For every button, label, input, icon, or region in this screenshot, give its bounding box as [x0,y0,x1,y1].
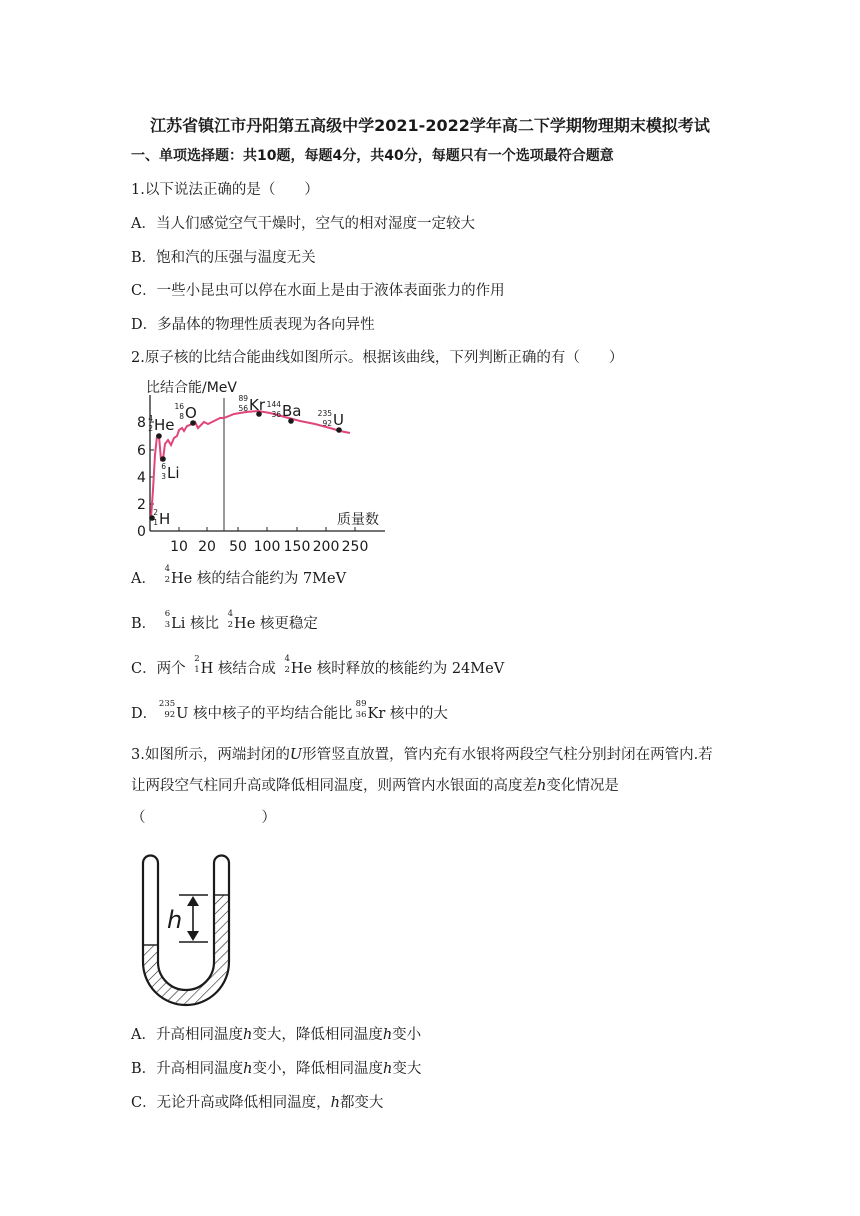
chart-y-tick-label: 8 [137,415,146,431]
q1-option-d: D．多晶体的物理性质表现为各向异性 [131,317,375,333]
q2-option-b: B． 6 3 Li 核比 4 2 He 核更稳定 [131,609,318,632]
atomic-number: 92 [322,419,332,428]
chart-label-H [153,508,170,528]
q3-option-b: B．升高相同温度h变小，降低相同温度h变大 [131,1061,422,1077]
element-symbol: U [333,411,344,429]
binding-energy-curve [151,411,350,518]
chart-label-O [174,402,196,422]
h-label: h [167,906,183,934]
h-arrow-down [187,931,199,941]
chart-label-Li [161,462,179,482]
chart-x-tick-label: 150 [283,539,311,555]
section-heading: 一、单项选择题：共10题，每题4分，共40分，每题只有一个选项最符合题意 [131,148,614,164]
mass-number: 235 [317,409,332,418]
atomic-number: 36 [271,410,281,419]
nuclide-Li: 6 3 [164,609,171,630]
mass-number: 89 [238,394,248,403]
q3-stem-line1: 3.如图所示，两端封闭的U形管竖直放置，管内充有水银将两段空气柱分别封闭在两管内.若 [131,747,713,763]
page-title: 江苏省镇江市丹阳第五高级中学2021-2022学年高二下学期物理期末模拟考试 [150,116,710,135]
nuclide-U: 235 92 [158,699,176,720]
element-symbol: Kr [249,396,266,414]
chart-x-tick-label: 10 [170,539,188,555]
element-symbol: Ba [282,402,302,420]
atomic-number: 2 [148,424,153,433]
q3-answer-blank: （ ） [131,810,276,826]
element-symbol: Li [167,464,180,482]
chart-ylabel: 比结合能/MeV [146,380,237,396]
element-symbol: H [159,510,171,528]
chart-y-tick-label: 0 [137,524,146,540]
q2-option-c: C．两个 2 1 H 核结合成 4 2 He 核时释放的核能约为 24MeV [131,654,505,677]
q3-option-a: A．升高相同温度h变大，降低相同温度h变小 [131,1027,422,1043]
q1-stem: 1.以下说法正确的是（ ） [131,182,319,198]
chart-xlabel: 质量数 [337,512,379,528]
mass-number: 16 [174,402,184,411]
mass-number: 4 [148,414,153,423]
chart-y-ticks [137,415,154,540]
nuclide-Kr: 89 36 [355,699,367,720]
q1-option-c: C．一些小昆虫可以停在水面上是由于液体表面张力的作用 [131,283,505,299]
h-arrow-up [187,896,199,906]
atomic-number: 8 [179,412,184,421]
q2-stem: 2.原子核的比结合能曲线如图所示。根据该曲线，下列判断正确的有（ ） [131,350,624,366]
chart-label-He [148,414,174,434]
chart-y-tick-label: 6 [137,443,146,459]
chart-x-tick-label: 250 [341,539,369,555]
chart-x-tick-label: 100 [253,539,281,555]
nuclide-He: 4 2 [284,654,290,675]
atomic-number: 3 [161,472,166,481]
chart-x-tick-label: 200 [312,539,340,555]
q2-option-d: D． 235 92 U 核中核子的平均结合能比 89 36 Kr 核中的大 [131,699,448,722]
binding-energy-chart [128,372,398,562]
q1-option-a: A．当人们感觉空气干燥时，空气的相对湿度一定较大 [131,216,475,232]
mass-number: 6 [161,462,166,471]
chart-label-Kr [238,394,265,414]
element-symbol: He [154,416,175,434]
nuclide-H: 2 1 [194,654,200,675]
element-symbol: O [185,404,197,422]
point-He [156,433,162,439]
q1-option-b: B．饱和汽的压强与温度无关 [131,250,316,266]
nuclide-He: 4 2 [164,564,170,585]
q2-option-a: A． 4 2 He 核的结合能约为 7MeV [131,564,347,587]
mass-number: 2 [153,508,158,517]
chart-y-tick-label: 2 [137,497,146,513]
q3-stem-line2: 让两段空气柱同升高或降低相同温度，则两管内水银面的高度差h变化情况是 [131,778,619,794]
atomic-number: 56 [238,404,248,413]
point-Li [160,456,166,462]
chart-y-tick-label: 4 [137,470,146,486]
atomic-number: 1 [153,518,158,527]
chart-x-tick-label: 50 [229,539,247,555]
q3-option-c: C．无论升高或降低相同温度，h都变大 [131,1095,384,1111]
chart-label-Ba [267,400,302,420]
nuclide-He: 4 2 [227,609,234,630]
chart-nuclide-labels [148,394,344,528]
u-tube-diagram [132,842,240,1022]
chart-x-tick-label: 20 [198,539,216,555]
mass-number: 144 [266,400,281,409]
chart-label-U [318,409,344,429]
